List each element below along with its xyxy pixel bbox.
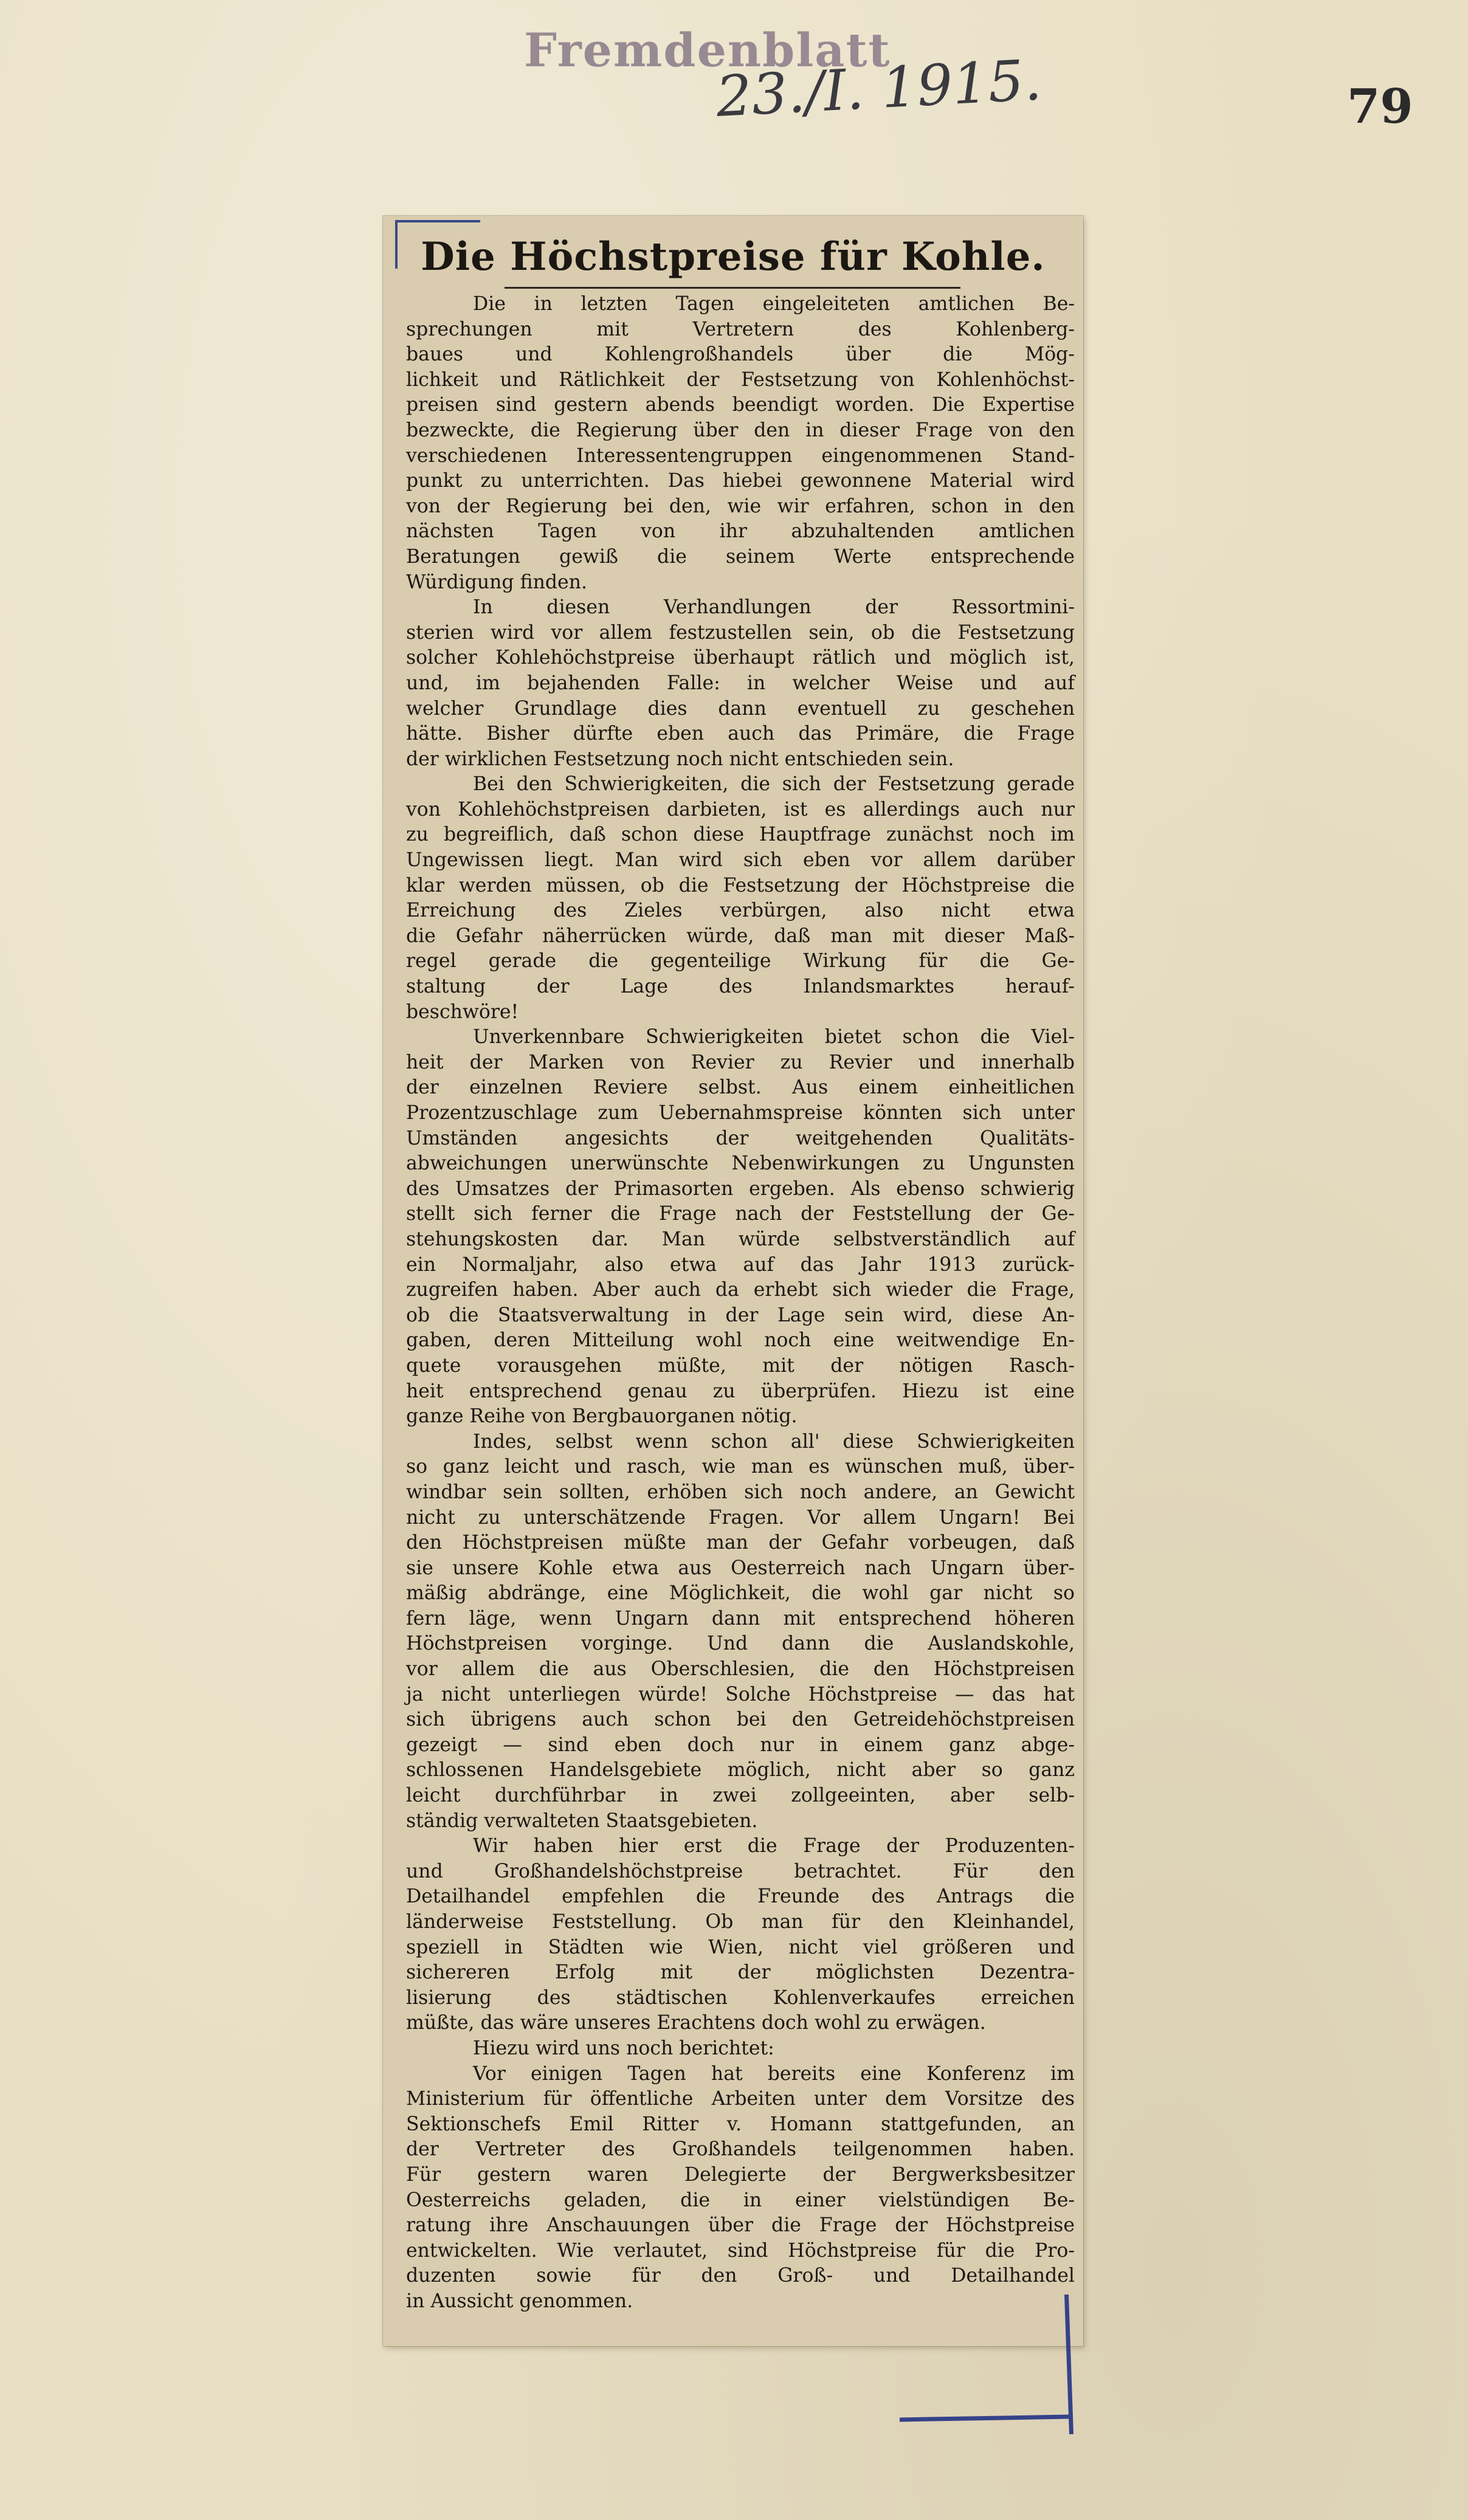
- article-line: müßte, das wäre unseres Erachtens doch wohl zu erwägen.: [406, 2012, 986, 2034]
- article-line: gaben, deren Mitteilung wohl noch eine weitwendige En-: [406, 1329, 1075, 1352]
- article-title: Die Höchstpreise für Kohle.: [421, 234, 1046, 280]
- article-line: ein Normaljahr, also etwa auf das Jahr 1913 zurück-: [406, 1253, 1075, 1276]
- article-line: die Gefahr näherrücken würde, daß man mit dieser Maß-: [406, 924, 1075, 947]
- article-line: Prozentzuschlage zum Uebernahmspreise könnten sich unter: [406, 1102, 1075, 1124]
- article-line: quete vorausgehen müßte, mit der nötigen Rasch-: [406, 1354, 1075, 1377]
- title-divider: [505, 287, 960, 289]
- article-line: ob die Staatsverwaltung in der Lage sein wird, diese An-: [406, 1304, 1075, 1326]
- article-paragraph: [406, 595, 1075, 772]
- article-line: heit der Marken von Revier zu Revier und innerhalb: [406, 1051, 1075, 1073]
- article-paragraph: [406, 1430, 1075, 1834]
- page-number: 79: [1347, 79, 1413, 134]
- article-line: lichkeit und Rätlichkeit der Festsetzung von Kohlenhöchst-: [406, 368, 1075, 391]
- article-line: der Vertreter des Großhandels teilgenommen haben.: [406, 2138, 1075, 2161]
- article-line: speziell in Städten wie Wien, nicht viel größeren und: [406, 1936, 1075, 1958]
- article-line: Wir haben hier erst die Frage der Produzenten-: [473, 1835, 1075, 1857]
- article-line: sichereren Erfolg mit der möglichsten Dezentra-: [406, 1961, 1075, 1984]
- article-line: so ganz leicht und rasch, wie man es wünschen muß, über-: [406, 1456, 1075, 1478]
- article-line: nächsten Tagen von ihr abzuhaltenden amtlichen: [406, 520, 1075, 543]
- article-line: verschiedenen Interessentengruppen eingenommenen Stand-: [406, 444, 1075, 467]
- article-line: Hiezu wird uns noch berichtet:: [473, 2037, 774, 2059]
- newspaper-stamp: Fremdenblatt: [524, 23, 891, 77]
- article-line: Würdigung finden.: [406, 571, 588, 593]
- article-line: windbar sein sollten, erhöben sich noch andere, an Gewicht: [406, 1481, 1075, 1503]
- article-line: länderweise Feststellung. Ob man für den Kleinhandel,: [406, 1911, 1075, 1933]
- article-line: entwickelten. Wie verlautet, sind Höchstpreise für die Pro-: [406, 2239, 1075, 2262]
- article-line: stehungskosten dar. Man würde selbstverständlich auf: [406, 1228, 1075, 1250]
- article-line: solcher Kohlehöchstpreise überhaupt rätlich und möglich ist,: [406, 647, 1075, 669]
- article-line: Vor einigen Tagen hat bereits eine Konferenz im: [473, 2062, 1075, 2085]
- article-line: hätte. Bisher dürfte eben auch das Primäre, die Frage: [406, 723, 1075, 745]
- article-line: und Großhandelshöchstpreise betrachtet. Für den: [406, 1860, 1075, 1882]
- article-line: mäßig abdränge, eine Möglichkeit, die wohl gar nicht so: [406, 1582, 1075, 1605]
- article-line: punkt zu unterrichten. Das hiebei gewonnene Material wird: [406, 470, 1075, 492]
- article-line: Erreichung des Zieles verbürgen, also nicht etwa: [406, 900, 1075, 922]
- article-line: von der Regierung bei den, wie wir erfahren, schon in den: [406, 495, 1075, 517]
- article-line: Beratungen gewiß die seinem Werte entsprechende: [406, 545, 1075, 568]
- article-line: schlossenen Handelsgebiete möglich, nicht aber so ganz: [406, 1759, 1075, 1782]
- article-paragraph: [406, 772, 1075, 1025]
- article-line: zugreifen haben. Aber auch da erhebt sich wieder die Frage,: [406, 1279, 1075, 1301]
- article-body: [406, 292, 1075, 2315]
- article-line: gezeigt — sind eben doch nur in einem ganz abge-: [406, 1733, 1075, 1756]
- article-line: Detailhandel empfehlen die Freunde des Antrags die: [406, 1885, 1075, 1908]
- article-paragraph: [406, 2062, 1075, 2315]
- article-line: vor allem die aus Oberschlesien, die den Höchstpreisen: [406, 1658, 1075, 1681]
- article-line: sich übrigens auch schon bei den Getreidehöchstpreisen: [406, 1709, 1075, 1731]
- article-line: In diesen Verhandlungen der Ressortmini-: [473, 596, 1075, 619]
- article-line: Bei den Schwierigkeiten, die sich der Festsetzung gerade: [473, 773, 1075, 796]
- article-line: ratung ihre Anschauungen über die Frage der Höchstpreise: [406, 2214, 1075, 2237]
- article-line: in Aussicht genommen.: [406, 2290, 633, 2312]
- article-line: der wirklichen Festsetzung noch nicht entschieden sein.: [406, 748, 954, 770]
- article-line: duzenten sowie für den Groß- und Detailhandel: [406, 2265, 1075, 2287]
- article-paragraph: [406, 292, 1075, 595]
- article-line: Oesterreichs geladen, die in einer vielstündigen Be-: [406, 2189, 1075, 2211]
- article-line: und, im bejahenden Falle: in welcher Weise und auf: [406, 672, 1075, 694]
- blue-pencil-mark-icon: [395, 220, 480, 222]
- article-line: Höchstpreisen vorginge. Und dann die Auslandskohle,: [406, 1633, 1075, 1655]
- article-line: Ministerium für öffentliche Arbeiten unter dem Vorsitze des: [406, 2088, 1075, 2110]
- article-line: nicht zu unterschätzende Fragen. Vor allem Ungarn! Bei: [406, 1506, 1075, 1529]
- article-line: preisen sind gestern abends beendigt worden. Die Expertise: [406, 394, 1075, 416]
- article-line: heit entsprechend genau zu überprüfen. Hiezu ist eine: [406, 1380, 1075, 1402]
- handwritten-date: 23./I. 1915.: [714, 47, 1043, 129]
- article-line: Die in letzten Tagen eingeleiteten amtlichen Be-: [473, 293, 1075, 315]
- article-line: lisierung des städtischen Kohlenverkaufes erreichen: [406, 1986, 1075, 2009]
- article-line: Sektionschefs Emil Ritter v. Homann stattgefunden, an: [406, 2113, 1075, 2135]
- article-line: ganze Reihe von Bergbauorganen nötig.: [406, 1405, 798, 1428]
- article-paragraph: [406, 1834, 1075, 2036]
- article-line: welcher Grundlage dies dann eventuell zu geschehen: [406, 697, 1075, 720]
- article-line: abweichungen unerwünschte Nebenwirkungen zu Ungunsten: [406, 1152, 1075, 1175]
- article-line: Ungewissen liegt. Man wird sich eben vor allem darüber: [406, 849, 1075, 872]
- article-line: der einzelnen Reviere selbst. Aus einem einheitlichen: [406, 1076, 1075, 1099]
- article-line: Für gestern waren Delegierte der Bergwerksbesitzer: [406, 2163, 1075, 2186]
- article-line: bezweckte, die Regierung über den in dieser Frage von den: [406, 419, 1075, 441]
- article-line: beschwöre!: [406, 1000, 519, 1023]
- article-paragraph: [406, 2036, 1075, 2062]
- article-line: ja nicht unterliegen würde! Solche Höchstpreise — das hat: [406, 1683, 1075, 1706]
- article-line: sterien wird vor allem festzustellen sein, ob die Festsetzung: [406, 621, 1075, 644]
- article-line: von Kohlehöchstpreisen darbieten, ist es allerdings auch nur: [406, 798, 1075, 821]
- article-line: stellt sich ferner die Frage nach der Feststellung der Ge-: [406, 1203, 1075, 1225]
- article-line: leicht durchführbar in zwei zollgeeinten, aber selb-: [406, 1785, 1075, 1807]
- article-line: Indes, selbst wenn schon all' diese Schwierigkeiten: [473, 1430, 1075, 1453]
- article-line: fern läge, wenn Ungarn dann mit entsprechend höheren: [406, 1607, 1075, 1630]
- article-line: den Höchstpreisen müßte man der Gefahr vorbeugen, daß: [406, 1532, 1075, 1554]
- article-line: Umständen angesichts der weitgehenden Qualitäts-: [406, 1127, 1075, 1149]
- article-line: sprechungen mit Vertretern des Kohlenberg-: [406, 318, 1075, 340]
- article-line: ständig verwalteten Staatsgebieten.: [406, 1809, 758, 1832]
- article-line: baues und Kohlengroßhandels über die Mög-: [406, 343, 1075, 366]
- article-line: klar werden müssen, ob die Festsetzung der Höchstpreise die: [406, 874, 1075, 897]
- article-paragraph: [406, 1025, 1075, 1430]
- article-line: Unverkennbare Schwierigkeiten bietet schon die Viel-: [473, 1026, 1075, 1048]
- article-line: sie unsere Kohle etwa aus Oesterreich nach Ungarn über-: [406, 1557, 1075, 1579]
- article-line: des Umsatzes der Primasorten ergeben. Als ebenso schwierig: [406, 1177, 1075, 1200]
- article-line: regel gerade die gegenteilige Wirkung für die Ge-: [406, 950, 1075, 973]
- article-line: staltung der Lage des Inlandsmarktes herauf-: [406, 976, 1075, 998]
- article-line: zu begreiflich, daß schon diese Hauptfrage zunächst noch im: [406, 824, 1075, 846]
